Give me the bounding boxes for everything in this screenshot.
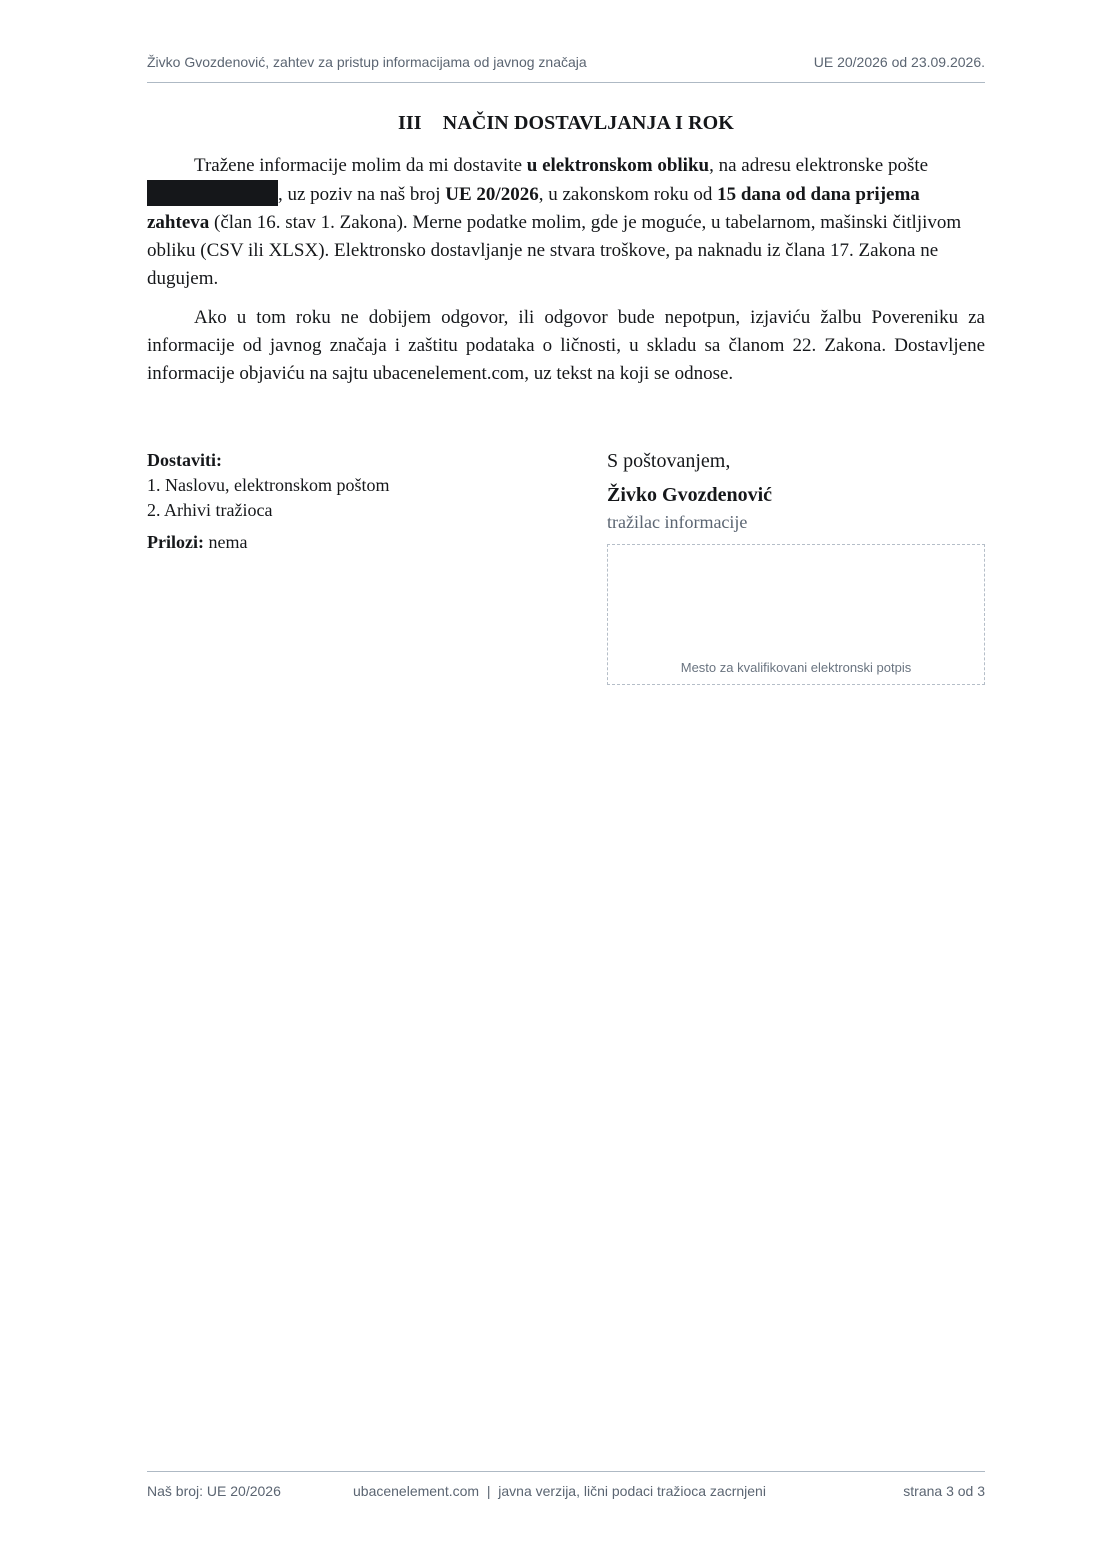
distribution-label: Dostaviti: [147, 450, 222, 470]
signer-role: tražilac informacije [607, 512, 748, 532]
distribution-block [147, 448, 547, 555]
section-title: NAČIN DOSTAVLJANJA I ROK [442, 112, 734, 134]
paragraph-text: (član 16. stav 1. Zakona). Merne podatke molim, gde je moguće, u tabelarnom, mašinski čitljivom obliku (CSV ili XLSX). Elektronsko dostavljanje ne stvara troškove, pa naknadu iz člana 17. Zakona ne dugujem. [147, 212, 962, 289]
section-number: III [398, 112, 422, 134]
distribution-item: 2. Arhivi tražioca [147, 500, 273, 520]
paragraph-appeal: Ako u tom roku ne dobijem odgovor, ili odgovor bude nepotpun, izjaviću žalbu Povereniku za informacije od javnog značaja i zaštitu podataka o ličnosti, u skladu sa članom 22. Zakona. Dostavljene informacije objaviću na sajtu ubacenelement.com, uz tekst na koji se odnose. [147, 307, 985, 384]
signature-block [607, 447, 985, 685]
emphasis-deadline: 15 dana od dana prijema zahteva [147, 184, 920, 233]
paragraph-text: , uz poziv na naš broj [278, 184, 446, 205]
paragraph-text: , u zakonskom roku od [538, 184, 718, 205]
redacted-email [147, 180, 278, 206]
section-heading [147, 112, 985, 135]
attachments-line [147, 530, 547, 555]
header-reference: UE 20/2026 od 23.09.2026. [813, 54, 985, 70]
body-text [147, 152, 985, 399]
footer-page-number: strana 3 od 3 [903, 1483, 985, 1499]
paragraph-text: , na adresu elektronske pošte [709, 155, 929, 176]
signature-placeholder-box[interactable] [607, 544, 985, 685]
footer-site-note: ubacenelement.com | javna verzija, lični podaci tražioca zacrnjeni [353, 1483, 766, 1499]
document-page [147, 0, 985, 1556]
header-title: Živko Gvozdenović, zahtev za pristup informacijama od javnog značaja [147, 54, 587, 70]
page-footer [147, 1471, 985, 1500]
attachments-value: nema [203, 532, 248, 552]
distribution-item: 1. Naslovu, elektronskom poštom [147, 475, 390, 495]
closing-greeting: S poštovanjem, [607, 450, 731, 472]
running-header [147, 54, 985, 83]
paragraph-text: Tražene informacije molim da mi dostavite [194, 155, 527, 176]
emphasis-reference-number: UE 20/2026 [445, 184, 539, 205]
signature-box-caption: Mesto za kvalifikovani elektronski potpis [680, 660, 912, 675]
signer-name: Živko Gvozdenović [607, 484, 773, 506]
footer-reference: Naš broj: UE 20/2026 [147, 1483, 281, 1499]
paragraph-delivery [147, 152, 985, 293]
emphasis-electronic-form: u elektronskom obliku [526, 155, 710, 176]
attachments-label: Prilozi: [147, 532, 204, 552]
